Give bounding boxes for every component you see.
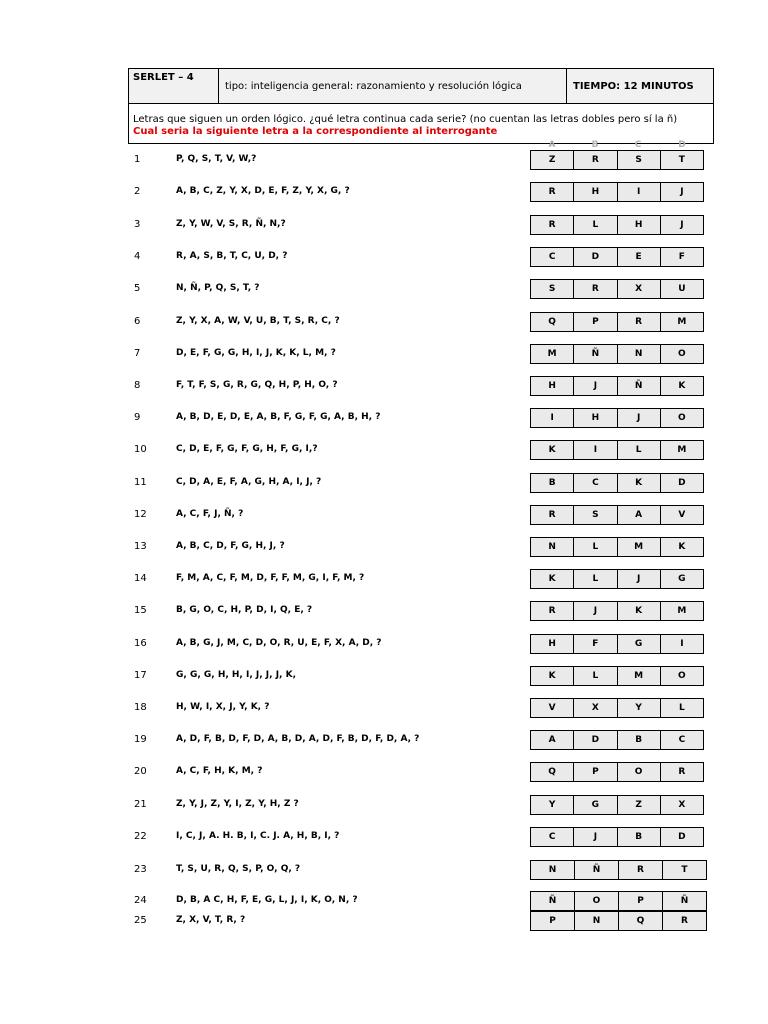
answer-option-d[interactable]: R [661,763,703,781]
answer-option-a[interactable]: R [531,183,574,201]
letter-sequence: A, B, C, D, F, G, H, J, ? [176,541,285,551]
answer-option-c[interactable]: E [618,248,661,266]
header-table [128,68,714,104]
question-number: 4 [134,251,141,262]
answer-option-b[interactable]: S [574,506,617,524]
answer-option-c[interactable]: B [618,731,661,749]
answer-option-d[interactable]: T [661,151,703,169]
question-row [0,762,768,782]
answer-option-a[interactable]: Q [531,763,574,781]
question-row [0,473,768,493]
test-code: SERLET – 4 [129,69,219,103]
answer-option-d[interactable]: O [661,667,703,685]
answer-option-a[interactable]: N [531,861,575,879]
answer-option-a[interactable]: C [531,828,574,846]
letter-sequence: C, D, A, E, F, A, G, H, A, I, J, ? [176,477,322,487]
answer-option-d[interactable]: K [661,377,703,395]
question-row [0,408,768,428]
answer-option-a[interactable]: A [531,731,574,749]
question-row [0,376,768,396]
answer-option-c[interactable]: L [618,441,661,459]
answer-option-a[interactable]: H [531,377,574,395]
answer-option-b[interactable]: L [574,570,617,588]
letter-sequence: A, B, D, E, D, E, A, B, F, G, F, G, A, B, H, ? [176,412,381,422]
question-row [0,505,768,525]
answer-option-c[interactable]: X [618,280,661,298]
question-number: 11 [134,477,147,488]
answer-option-c[interactable]: K [618,602,661,620]
answer-option-a[interactable]: I [531,409,574,427]
answer-option-a[interactable]: M [531,345,574,363]
question-number: 16 [134,638,147,649]
time-limit: TIEMPO: 12 MINUTOS [573,80,694,92]
answer-option-d[interactable]: T [663,861,706,879]
answer-option-a[interactable]: B [531,474,574,492]
answer-option-d[interactable]: M [661,441,703,459]
question-number: 6 [134,316,141,327]
question-row [0,860,768,880]
answer-option-b[interactable]: H [574,183,617,201]
answer-option-b[interactable]: J [574,377,617,395]
question-number: 24 [134,895,147,906]
letter-sequence: Z, Y, W, V, S, R, Ñ, N,? [176,219,286,229]
question-row [0,911,768,931]
answer-option-b[interactable]: R [574,280,617,298]
answer-option-c[interactable]: O [618,763,661,781]
answer-option-c[interactable]: J [618,409,661,427]
letter-sequence: A, D, F, B, D, F, D, A, B, D, A, D, F, B, D, F, D, A, ? [176,734,420,744]
question-row [0,795,768,815]
question-row [0,344,768,364]
answer-option-a[interactable]: Z [531,151,574,169]
question-number: 18 [134,702,147,713]
question-number: 17 [134,670,147,681]
answer-option-d[interactable]: G [661,570,703,588]
answer-option-d[interactable]: M [661,602,703,620]
answer-options [530,376,704,396]
answer-option-b[interactable]: R [574,151,617,169]
letter-sequence: R, A, S, B, T, C, U, D, ? [176,251,288,261]
answer-options [530,860,707,880]
letter-sequence: D, E, F, G, G, H, I, J, K, K, L, M, ? [176,348,336,358]
letter-sequence: B, G, O, C, H, P, D, I, Q, E, ? [176,605,313,615]
answer-options [530,634,704,654]
question-number: 10 [134,444,147,455]
answer-options [530,911,707,931]
answer-option-d[interactable]: X [661,796,703,814]
answer-options [530,408,704,428]
answer-option-d[interactable]: J [661,183,703,201]
letter-sequence: G, G, G, H, H, I, J, J, J, K, [176,670,296,680]
question-row [0,601,768,621]
answer-options [530,247,704,267]
letter-sequence: P, Q, S, T, V, W,? [176,154,257,164]
answer-option-d[interactable]: M [661,313,703,331]
question-number: 20 [134,766,147,777]
letter-sequence: Z, X, V, T, R, ? [176,915,246,925]
answer-options [530,440,704,460]
answer-options [530,182,704,202]
answer-option-d[interactable]: I [661,635,703,653]
answer-options [530,891,707,911]
question-row [0,312,768,332]
answer-option-b[interactable]: J [574,828,617,846]
answer-option-b[interactable]: Ñ [574,345,617,363]
answer-option-c[interactable]: Ñ [618,377,661,395]
answer-option-b[interactable]: J [574,602,617,620]
answer-options [530,312,704,332]
answer-option-a[interactable]: H [531,635,574,653]
answer-option-c[interactable]: R [619,861,663,879]
answer-options [530,601,704,621]
instructions [128,104,714,144]
answer-option-d[interactable]: F [661,248,703,266]
answer-option-c[interactable]: H [618,216,661,234]
answer-option-d[interactable]: O [661,345,703,363]
answer-options [530,505,704,525]
question-row [0,634,768,654]
answer-options [530,279,704,299]
answer-option-b[interactable]: D [574,248,617,266]
column-header-c: C [634,140,642,150]
question-row [0,730,768,750]
answer-option-a[interactable]: V [531,699,574,717]
answer-option-a[interactable]: K [531,441,574,459]
answer-option-c[interactable]: G [618,635,661,653]
answer-option-d[interactable]: O [661,409,703,427]
question-row [0,569,768,589]
answer-option-b[interactable]: D [574,731,617,749]
answer-option-c[interactable]: Q [619,912,663,930]
question-row [0,698,768,718]
question-row [0,440,768,460]
answer-option-b[interactable]: F [574,635,617,653]
answer-option-a[interactable]: P [531,912,575,930]
answer-option-c[interactable]: A [618,506,661,524]
question-number: 8 [134,380,141,391]
question-number: 13 [134,541,147,552]
question-number: 15 [134,605,147,616]
answer-options [530,730,704,750]
letter-sequence: C, D, E, F, G, F, G, H, F, G, I,? [176,444,318,454]
answer-option-a[interactable]: C [531,248,574,266]
letter-sequence: I, C, J, A. H. B, I, C. J. A, H, B, I, ? [176,831,340,841]
answer-option-b[interactable]: Ñ [575,861,619,879]
answer-options [530,569,704,589]
letter-sequence: N, Ñ, P, Q, S, T, ? [176,283,260,293]
answer-option-a[interactable]: Ñ [531,892,575,910]
answer-option-a[interactable]: Y [531,796,574,814]
letter-sequence: A, B, C, Z, Y, X, D, E, F, Z, Y, X, G, ? [176,186,350,196]
test-type: tipo: inteligencia general: razonamiento y resolución lógica [219,69,567,103]
answer-options [530,827,704,847]
answer-option-c[interactable]: M [618,538,661,556]
letter-sequence: T, S, U, R, Q, S, P, O, Q, ? [176,864,301,874]
answer-options [530,762,704,782]
letter-sequence: A, C, F, H, K, M, ? [176,766,263,776]
answer-option-b[interactable]: L [574,216,617,234]
answer-option-c[interactable]: Y [618,699,661,717]
instructions-line-1: Letras que siguen un orden lógico. ¿qué letra continua cada serie? (no cuentan las letras dobles pero sí la ñ) [133,114,678,125]
answer-option-b[interactable]: I [574,441,617,459]
question-row [0,891,768,911]
column-header-a: A [548,140,556,150]
question-number: 22 [134,831,147,842]
answer-option-a[interactable]: K [531,667,574,685]
answer-options [530,473,704,493]
answer-option-a[interactable]: S [531,280,574,298]
letter-sequence: H, W, I, X, J, Y, K, ? [176,702,270,712]
answer-option-d[interactable]: L [661,699,703,717]
letter-sequence: F, M, A, C, F, M, D, F, F, M, G, I, F, M, ? [176,573,365,583]
answer-option-d[interactable]: D [661,474,703,492]
answer-option-c[interactable]: S [618,151,661,169]
answer-options [530,344,704,364]
question-number: 1 [134,154,141,165]
question-number: 21 [134,799,147,810]
letter-sequence: A, B, G, J, M, C, D, O, R, U, E, F, X, A, D, ? [176,638,382,648]
answer-option-b[interactable]: P [574,313,617,331]
answer-option-c[interactable]: Z [618,796,661,814]
answer-option-b[interactable]: L [574,538,617,556]
answer-options [530,150,704,170]
answer-option-a[interactable]: K [531,570,574,588]
answer-option-d[interactable]: K [661,538,703,556]
letter-sequence: Z, Y, X, A, W, V, U, B, T, S, R, C, ? [176,316,340,326]
answer-option-b[interactable]: O [575,892,619,910]
answer-option-c[interactable]: P [619,892,663,910]
answer-option-a[interactable]: N [531,538,574,556]
answer-option-d[interactable]: D [661,828,703,846]
question-row [0,150,768,170]
answer-option-b[interactable]: H [574,409,617,427]
question-number: 14 [134,573,147,584]
answer-option-b[interactable]: C [574,474,617,492]
answer-options [530,666,704,686]
question-row [0,279,768,299]
answer-option-d[interactable]: U [661,280,703,298]
answer-option-c[interactable]: N [618,345,661,363]
answer-option-c[interactable]: B [618,828,661,846]
question-number: 12 [134,509,147,520]
answer-option-a[interactable]: Q [531,313,574,331]
question-number: 7 [134,348,141,359]
answer-option-d[interactable]: C [661,731,703,749]
question-number: 23 [134,864,147,875]
answer-option-b[interactable]: P [574,763,617,781]
question-number: 5 [134,283,141,294]
question-row [0,666,768,686]
answer-options [530,215,704,235]
column-header-d: D [678,140,686,150]
answer-option-d[interactable]: V [661,506,703,524]
answer-option-c[interactable]: I [618,183,661,201]
question-number: 25 [134,915,147,926]
answer-option-b[interactable]: G [574,796,617,814]
answer-option-a[interactable]: R [531,602,574,620]
question-number: 3 [134,219,141,230]
answer-option-b[interactable]: N [575,912,619,930]
answer-option-c[interactable]: M [618,667,661,685]
answer-option-d[interactable]: J [661,216,703,234]
question-row [0,827,768,847]
answer-option-c[interactable]: R [618,313,661,331]
letter-sequence: A, C, F, J, Ñ, ? [176,509,244,519]
answer-option-c[interactable]: K [618,474,661,492]
question-number: 19 [134,734,147,745]
question-row [0,215,768,235]
letter-sequence: F, T, F, S, G, R, G, Q, H, P, H, O, ? [176,380,338,390]
column-header-b: B [591,140,599,150]
answer-options [530,698,704,718]
question-row [0,182,768,202]
letter-sequence: D, B, A C, H, F, E, G, L, J, I, K, O, N, ? [176,895,358,905]
question-number: 2 [134,186,141,197]
question-row [0,247,768,267]
answer-option-d[interactable]: Ñ [663,892,706,910]
letter-sequence: Z, Y, J, Z, Y, I, Z, Y, H, Z ? [176,799,299,809]
question-row [0,537,768,557]
answer-option-a[interactable]: R [531,216,574,234]
answer-option-b[interactable]: X [574,699,617,717]
answer-option-a[interactable]: R [531,506,574,524]
answer-option-c[interactable]: J [618,570,661,588]
instructions-line-2: Cual seria la siguiente letra a la correspondiente al interrogante [133,126,498,137]
answer-options [530,537,704,557]
answer-option-b[interactable]: L [574,667,617,685]
answer-option-d[interactable]: R [663,912,706,930]
question-number: 9 [134,412,141,423]
answer-options [530,795,704,815]
